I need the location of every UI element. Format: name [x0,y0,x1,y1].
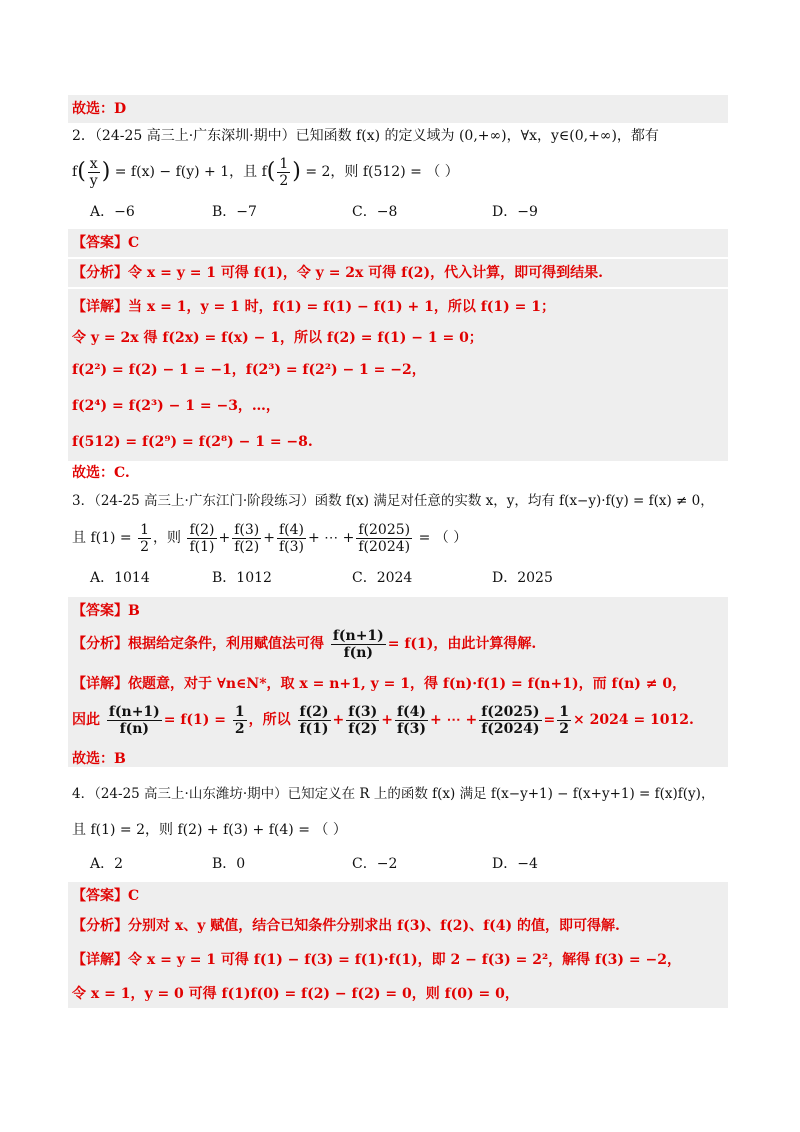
q3-sum-dots: + ⋯ + [430,712,478,728]
q3-analysis-start: 【分析】根据给定条件，利用赋值法可得 [72,636,324,652]
q3-detail-frac [107,704,162,737]
q2-choice: 故选：C. [72,465,130,481]
q2-stem-line2 [72,152,459,192]
q2-option-c: C．−8 [352,204,398,220]
frac-den: y [89,172,98,189]
frac-num: 1 [234,703,245,720]
frac-den: f(n) [119,720,150,737]
q3-analysis [72,624,536,664]
frac-num: f(n+1) [332,627,384,644]
q3-sum-term-1 [298,704,331,737]
frac-den: f(2024) [481,720,540,737]
frac-den: f(2) [348,720,378,737]
q2-analysis: 【分析】令 x = y = 1 可得 f(1)，令 y = 2x 可得 f(2)，代入计算，即可得到结果. [72,265,604,281]
q3-detail-2-eq: = f(1) = [163,712,227,728]
frac-num: f(2025) [358,521,411,538]
q3-detail-2-eq2: = [543,712,556,728]
q3-term-2 [232,522,261,555]
frac-num: f(3) [234,521,260,538]
q3-detail-2: 因此 $\frac{f(n+1)}{f(n)}$ = f(1) = $\frac{1}{2}$ ，所以 $\frac{f(2)}{f(1)}$ + $\frac{f(3)}{f(2)}$ + $\frac{f(4)}{f(3)}$ + ⋯ + $\frac{f(2025)}{f(2024)}$ = $\frac{1}{2}$ × 2024 = 1012. [72,703,694,737]
frac-den: 2 [234,720,245,737]
band-q2-answer [68,229,728,257]
frac-num: 1 [140,521,150,538]
frac-num: f(2) [299,703,329,720]
q3-choice: 故选：B [72,751,126,767]
q2-answer: 【答案】C [72,235,140,251]
q4-detail-2: 令 x = 1，y = 0 可得 f(1)f(0) = f(2) − f(2) = 0，则 f(0) = 0， [72,986,519,1002]
q2-f-label: f [72,164,78,180]
q3-stem-end: = （ ） [418,530,468,546]
q2-frac-half [277,156,290,189]
q2-option-a: A．−6 [90,204,135,220]
q3-detail-1: 【详解】依题意，对于 ∀n∈N*，取 x = n+1, y = 1，得 f(n)·f(1) = f(n+1)，而 f(n) ≠ 0， [72,676,687,692]
q4-detail-1: 【详解】令 x = y = 1 可得 f(1) − f(3) = f(1)·f(1)，即 2 − f(3) = 2²，解得 f(3) = −2， [72,952,681,968]
q3-sum-term-3 [395,704,428,737]
q3-stem-line1: 3．（24-25 高三上·广东江门·阶段练习）函数 f(x) 满足对任意的实数 x，y，均有 f(x−y)·f(y) = f(x) ≠ 0， [72,493,714,509]
frac-den: f(1) [189,538,215,555]
q3-stem-start: 且 f(1) = [72,530,132,546]
q2-detail-5: f(512) = f(2⁹) = f(2⁸) − 1 = −8. [72,434,313,450]
frac-num: f(4) [278,521,304,538]
frac-num: f(4) [397,703,427,720]
frac-den: f(3) [278,538,304,555]
q4-option-a: A．2 [90,856,124,872]
frac-den: 2 [559,720,569,737]
frac-num: f(2025) [481,703,540,720]
frac-num: 1 [279,155,289,172]
q2-stem-end: = 2，则 f(512) = （ ） [305,164,459,180]
q3-stem-line2: 且 f(1) = $\frac{1}{2}$ ，则 $\frac{f(2)}{f(1)}$ + $\frac{f(3)}{f(2)}$ + $\frac{f(4)}{f(3)}$ + ⋯ + $\frac{f(2025)}{f(2024)}$ = （ ） [72,521,468,555]
q2-option-b: B．−7 [212,204,257,220]
frac-den: f(2024) [358,538,411,555]
q4-option-c: C．−2 [352,856,398,872]
q1-choice: 故选：D [72,101,127,117]
q3-detail-2-so: ，所以 [248,712,291,728]
q3-detail-half [233,704,247,737]
q2-frac-xy [88,156,100,189]
paren: ( [77,159,86,184]
q2-detail-1: 【详解】当 x = 1，y = 1 时，f(1) = f(1) − f(1) + 1，所以 f(1) = 1； [72,299,555,315]
q3-dots: + ⋯ + [308,530,355,546]
q3-detail-2-start: 因此 [72,712,100,728]
q3-term-3 [277,522,306,555]
paren: ( [266,159,276,184]
q4-analysis: 【分析】分别对 x、y 赋值，结合已知条件分别求出 f(3)、f(2)、f(4) 的值，即可得解. [72,918,620,934]
frac-den: f(2) [234,538,260,555]
q2-detail-4: f(2⁴) = f(2³) − 1 = −3，…， [72,398,280,414]
frac-num: f(2) [189,521,215,538]
paren: ) [101,159,111,184]
q4-stem-line2: 且 f(1) = 2，则 f(2) + f(3) + f(4) = （ ） [72,822,347,838]
q3-analysis-end: = f(1)，由此计算得解. [387,636,537,652]
q3-answer: 【答案】B [72,603,140,619]
q4-answer: 【答案】C [72,888,140,904]
q3-sum-half [557,704,571,737]
q2-detail-2: 令 y = 2x 得 f(2x) = f(x) − 1，所以 f(2) = f(1) − 1 = 0； [72,330,483,346]
frac-den: f(3) [397,720,427,737]
q4-option-d: D．−4 [492,856,538,872]
frac-num: 1 [559,703,569,720]
q2-option-d: D．−9 [492,204,538,220]
q3-sum-term-2 [346,704,379,737]
q3-option-d: D．2025 [492,570,553,586]
q3-term-1 [187,522,216,555]
q3-sum-term-4 [479,704,541,737]
q3-term-4 [356,522,412,555]
band-q1-choice [68,95,728,123]
q4-stem-line1: 4．（24-25 高三上·山东潍坊·期中）已知定义在 R 上的函数 f(x) 满足 f(x−y+1) − f(x+y+1) = f(x)f(y)， [72,786,715,802]
frac-den: 2 [279,172,289,189]
frac-den: 2 [140,538,150,555]
q3-frac-half [138,522,151,555]
frac-num: f(3) [348,703,378,720]
q3-option-c: C．2024 [352,570,413,586]
paren: ) [292,159,301,184]
q2-stem-line1: 2．（24-25 高三上·广东深圳·期中）已知函数 f(x) 的定义域为 (0,+∞)，∀x，y∈(0,+∞)，都有 [72,128,659,144]
q3-detail-2-end: × 2024 = 1012. [573,712,694,728]
q2-detail-3: f(2²) = f(2) − 1 = −1，f(2³) = f(2²) − 1 = −2， [72,362,426,378]
q3-stem-then: ，则 [153,530,182,546]
frac-den: f(1) [299,720,329,737]
frac-num: f(n+1) [108,703,160,720]
q3-analysis-frac [331,628,386,661]
frac-num: x [88,156,100,173]
frac-den: f(n) [343,644,374,661]
q4-option-b: B．0 [212,856,246,872]
q2-stem-mid: = f(x) − f(y) + 1，且 f [114,164,267,180]
q3-option-a: A．1014 [90,570,150,586]
q3-option-b: B．1012 [212,570,272,586]
